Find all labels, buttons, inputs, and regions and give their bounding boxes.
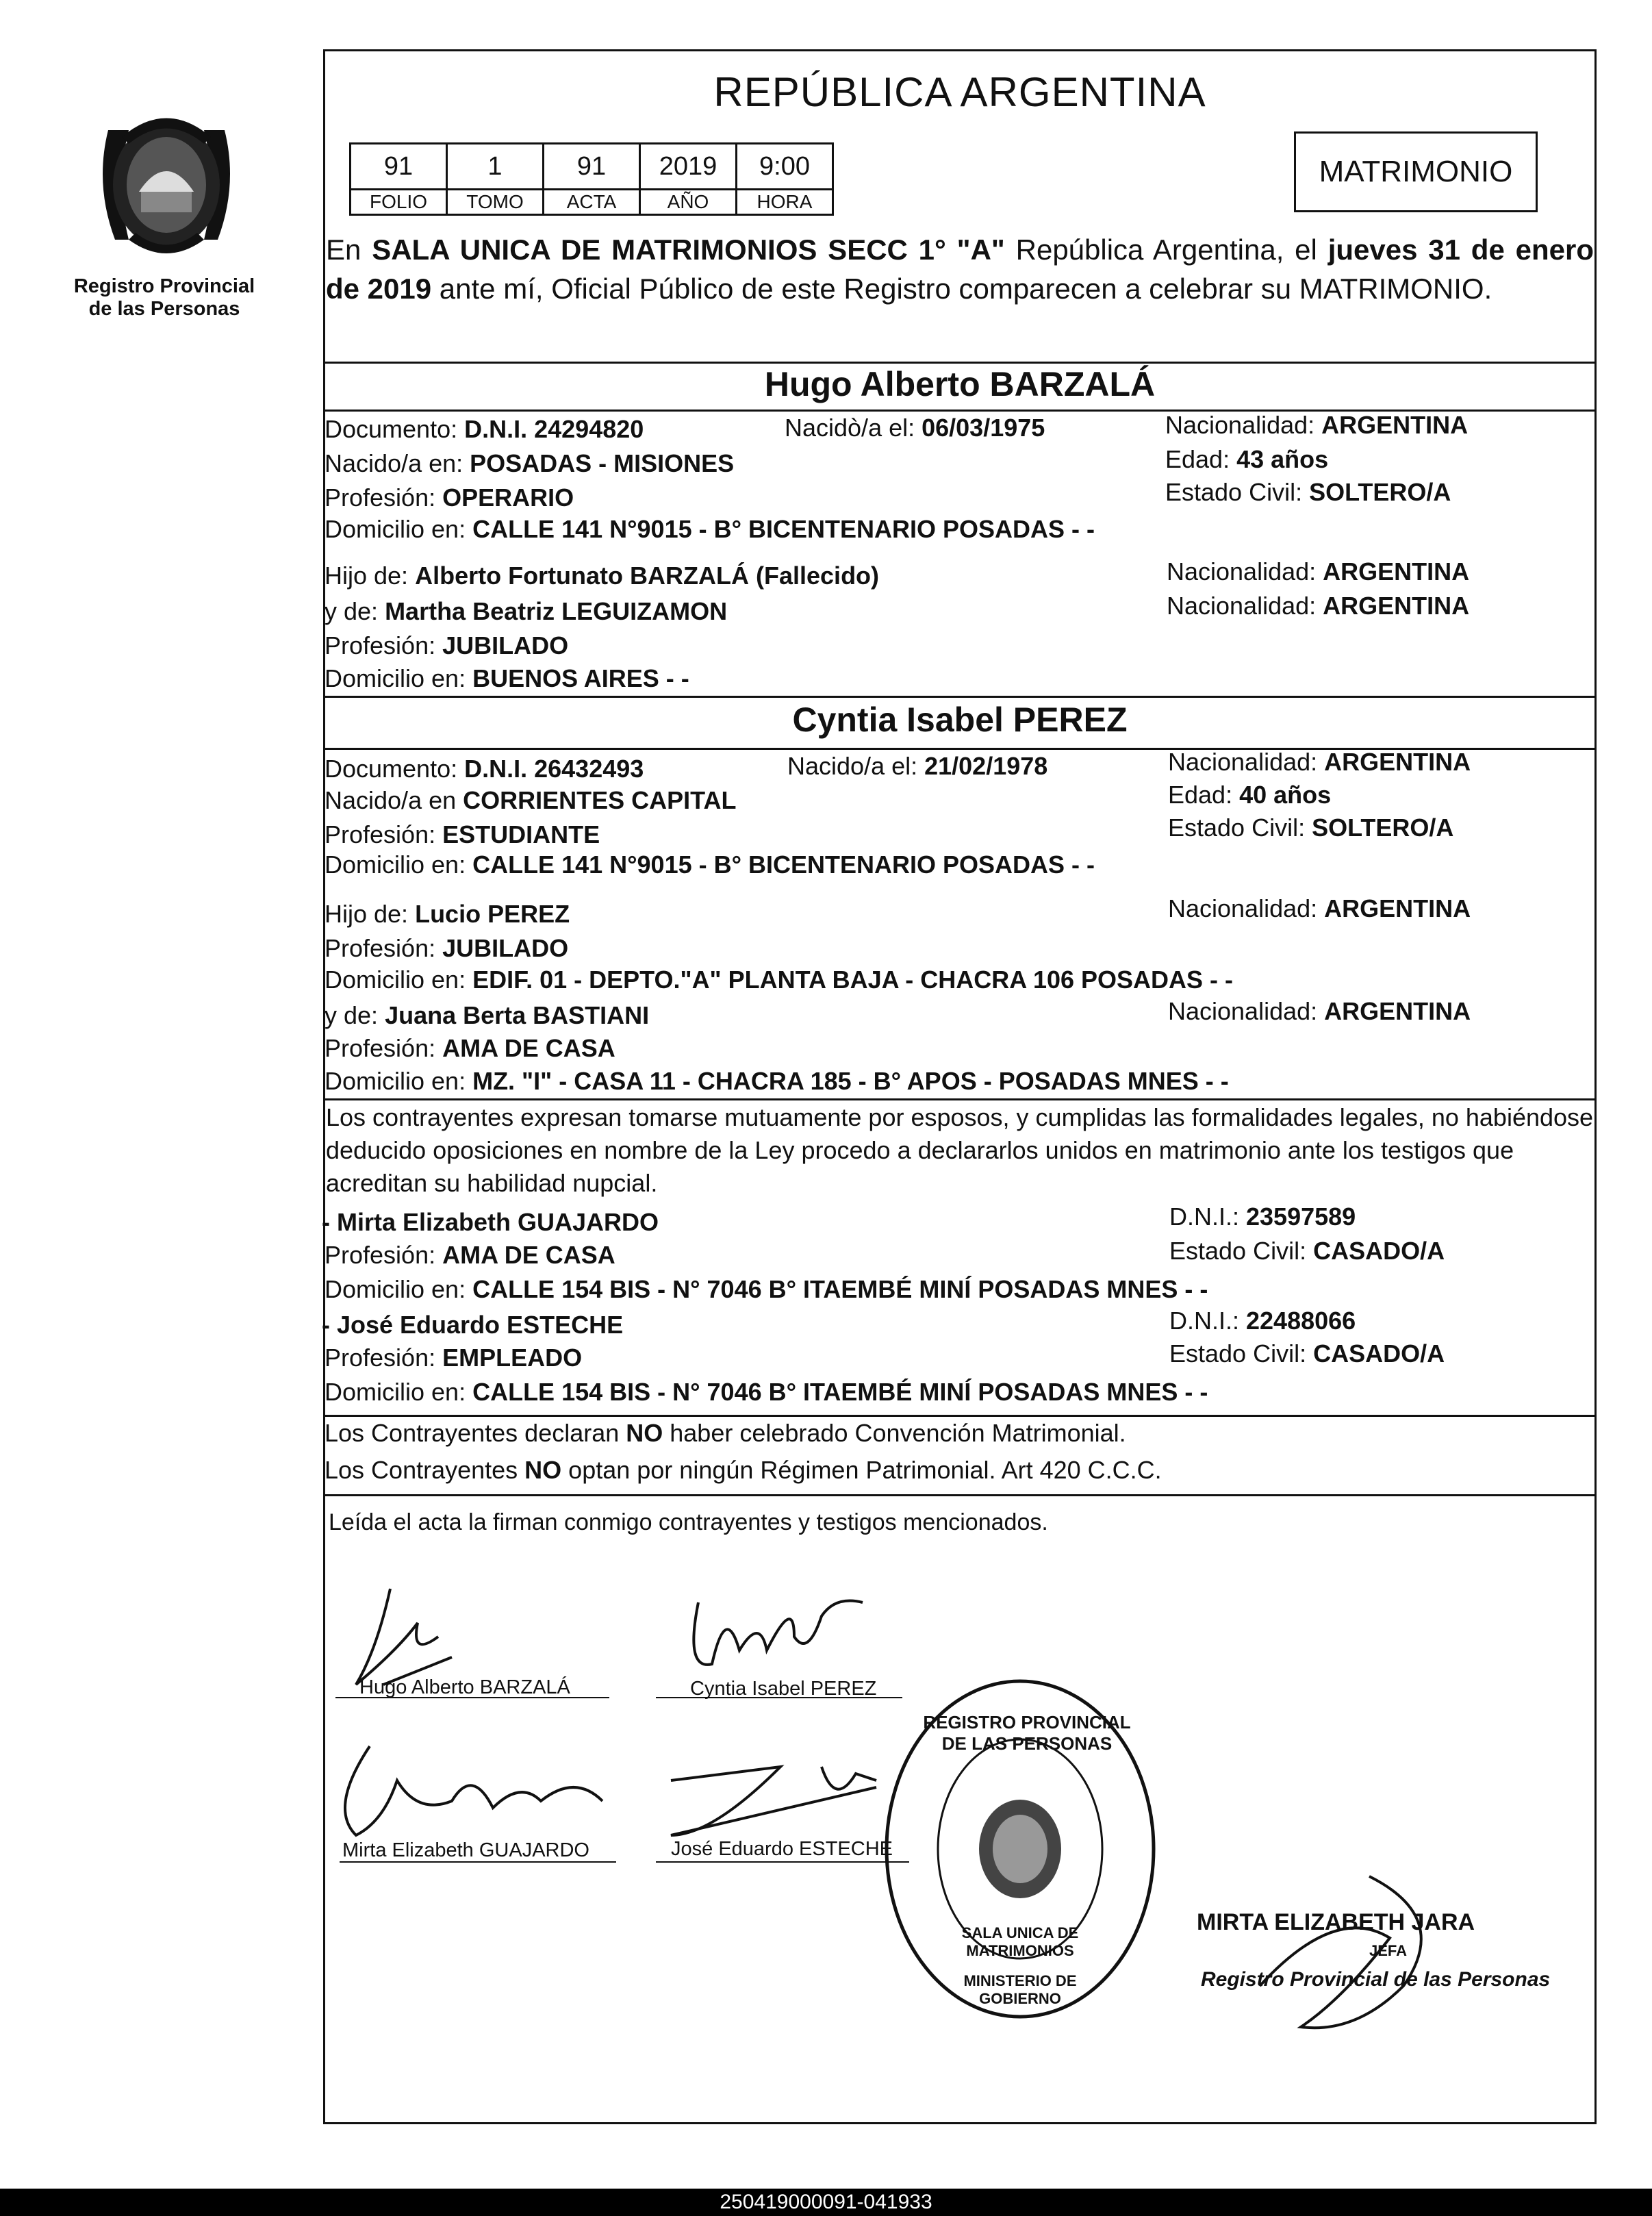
record-metadata-table <box>349 142 834 216</box>
value: SOLTERO/A <box>1309 478 1451 506</box>
label: Domicilio en: <box>325 851 473 879</box>
value: 23597589 <box>1246 1203 1356 1231</box>
value: Lucio PEREZ <box>415 900 570 928</box>
label: Domicilio en: <box>325 515 473 543</box>
spouse2-birthdate <box>787 752 1047 781</box>
label: Estado Civil: <box>1169 1237 1314 1265</box>
registry-caption-line1: Registro Provincial <box>73 275 255 297</box>
divider <box>323 362 1597 364</box>
spouse2-age <box>1168 781 1331 809</box>
value: AMA DE CASA <box>442 1034 615 1062</box>
value: CASADO/A <box>1313 1237 1445 1265</box>
intro-text-1: En <box>326 234 372 266</box>
spouse2-nationality <box>1168 748 1471 777</box>
value: SOLTERO/A <box>1312 814 1454 842</box>
value: Juana Berta BASTIANI <box>385 1001 650 1029</box>
value: EDIF. 01 - DEPTO."A" PLANTA BAJA - CHACRA 106 POSADAS - - <box>472 966 1234 994</box>
spouse2-mother-address <box>325 1067 1229 1096</box>
label: Nacido/a en <box>325 786 463 814</box>
text-bold: NO <box>626 1419 663 1447</box>
declaration-paragraph: Los contrayentes expresan tomarse mutuamente por esposos, y cumplidas las formalidades legales, no habiéndose deducido oposiciones en nombre de la Ley procedo a declararlos unidos en matrimonio ante los testigos que acreditan su habilidad nupcial. <box>326 1103 1594 1197</box>
witness1-name <box>322 1208 659 1237</box>
value: CALLE 154 BIS - N° 7046 B° ITAEMBÉ MINÍ POSADAS MNES - - <box>472 1275 1208 1303</box>
label: Documento: <box>325 755 465 783</box>
spouse2-father-profession <box>325 934 568 963</box>
official-signature-icon <box>1232 1863 1479 2068</box>
label: Profesión: <box>325 1034 443 1062</box>
witness2-profession <box>325 1344 582 1372</box>
value: CASADO/A <box>1313 1339 1445 1368</box>
witness1-civil-status <box>1169 1237 1445 1266</box>
label: y de: <box>325 1001 385 1029</box>
intro-text-3: ante mí, Oficial Público de este Registro comparecen a celebrar su MATRIMONIO. <box>431 273 1492 305</box>
act-type-box: MATRIMONIO <box>1294 131 1538 212</box>
label: Nacionalidad: <box>1168 748 1325 776</box>
spouse1-address <box>325 515 1095 544</box>
label: Nacionalidad: <box>1168 997 1325 1025</box>
spouse2-name: Cyntia Isabel PEREZ <box>792 701 1128 739</box>
value: Martha Beatriz LEGUIZAMON <box>385 597 728 625</box>
seal-bottom-text: MINISTERIO DE GOBIERNO <box>963 1972 1077 2007</box>
value: ARGENTINA <box>1321 411 1469 439</box>
witness1-profession <box>325 1241 615 1270</box>
value: 06/03/1975 <box>922 414 1045 442</box>
label: y de: <box>325 597 385 625</box>
witness1-dni <box>1169 1203 1356 1231</box>
value: ARGENTINA <box>1324 997 1471 1025</box>
label: Hijo de: <box>325 900 416 928</box>
provincial-coat-of-arms-icon <box>81 103 252 267</box>
spouse1-name: Hugo Alberto BARZALÁ <box>764 365 1156 403</box>
value: 22488066 <box>1246 1307 1356 1335</box>
signature-line <box>656 1861 909 1863</box>
spouse2-father <box>325 900 570 929</box>
registry-logo <box>81 103 252 267</box>
label: Nacionalidad: <box>1168 894 1325 922</box>
label: Domicilio en: <box>325 664 473 692</box>
label: Estado Civil: <box>1168 814 1312 842</box>
registry-caption-line2: de las Personas <box>88 298 240 320</box>
witness2-address <box>325 1378 1208 1407</box>
witness2-name <box>322 1311 623 1339</box>
spouse1-father-nationality <box>1167 557 1469 586</box>
official-seal <box>876 1671 1164 2027</box>
value: MZ. "I" - CASA 11 - CHACRA 185 - B° APOS - POSADAS MNES - - <box>472 1067 1229 1095</box>
seal-outer-text: REGISTRO PROVINCIAL DE LAS PERSONAS <box>923 1712 1131 1754</box>
spouse1-age <box>1165 445 1328 474</box>
intro-paragraph <box>323 230 1597 308</box>
year-value: 2019 <box>640 144 737 190</box>
label: Domicilio en: <box>325 966 473 994</box>
spouse2-profession <box>325 820 600 849</box>
label: Hijo de: <box>325 562 416 590</box>
acta-value: 91 <box>544 144 640 190</box>
closing-statement: Leída el acta la firman conmigo contrayentes y testigos mencionados. <box>329 1509 1048 1535</box>
scan-footer-id: 250419000091-041933 <box>0 2189 1652 2216</box>
spouse2-birthplace <box>325 786 736 815</box>
regime-statement <box>325 1456 1162 1485</box>
registry-caption <box>62 275 267 320</box>
spouse2-civil-status <box>1168 814 1453 842</box>
document-title: REPÚBLICA ARGENTINA <box>713 69 1206 115</box>
hour-value: 9:00 <box>737 144 833 190</box>
spouse1-birthdate <box>785 414 1045 442</box>
ceremony-date: jueves 31 de enero de 2019 <box>326 234 1594 305</box>
witness1-address <box>325 1275 1208 1304</box>
value: JUBILADO <box>442 934 569 962</box>
value: AMA DE CASA <box>442 1241 615 1269</box>
divider <box>323 1098 1597 1100</box>
divider <box>323 696 1597 698</box>
ceremony-place: SALA UNICA DE MATRIMONIOS SECC 1° "A" <box>372 234 1005 266</box>
spouse2-mother <box>325 1001 649 1030</box>
text: haber celebrado Convención Matrimonial. <box>663 1419 1126 1447</box>
convention-statement <box>325 1419 1126 1448</box>
spouse1-nationality <box>1165 411 1468 440</box>
label: Profesión: <box>325 631 443 659</box>
label: Domicilio en: <box>325 1378 473 1406</box>
spouse1-document <box>325 415 644 444</box>
spouse1-parent-address <box>325 664 689 693</box>
label: Domicilio en: <box>325 1275 473 1303</box>
value: EMPLEADO <box>442 1344 583 1372</box>
spouse1-profession <box>325 483 574 512</box>
spouse2-mother-profession <box>325 1034 615 1063</box>
folio-label: FOLIO <box>351 190 447 215</box>
label: D.N.I.: <box>1169 1203 1247 1231</box>
value: 40 años <box>1239 781 1332 809</box>
spouse2-father-address <box>325 966 1233 994</box>
spouse1-mother-nationality <box>1167 592 1469 620</box>
value: ARGENTINA <box>1324 894 1471 922</box>
value: D.N.I. 24294820 <box>464 415 644 443</box>
label: Edad: <box>1168 781 1240 809</box>
divider <box>323 1494 1597 1496</box>
value: CORRIENTES CAPITAL <box>463 786 737 814</box>
value: ARGENTINA <box>1323 557 1470 586</box>
signature-label-witness1: Mirta Elizabeth GUAJARDO <box>342 1839 589 1861</box>
label: Documento: <box>325 415 465 443</box>
label: Nacionalidad: <box>1167 592 1323 620</box>
spouse2-address <box>325 851 1095 879</box>
value: 21/02/1978 <box>924 752 1048 780</box>
divider <box>323 1415 1597 1417</box>
value: CALLE 141 N°9015 - B° BICENTENARIO POSADAS - - <box>472 851 1095 879</box>
spouse2-father-nationality <box>1168 894 1471 923</box>
seal-inner-text: SALA UNICA DE MATRIMONIOS <box>961 1924 1079 1959</box>
label: Estado Civil: <box>1165 478 1310 506</box>
tomo-value: 1 <box>447 144 544 190</box>
spouse1-civil-status <box>1165 478 1451 507</box>
text: Los Contrayentes <box>325 1456 525 1484</box>
value: BUENOS AIRES - - <box>472 664 689 692</box>
label: Nacidò/a el: <box>785 414 922 442</box>
official-name: MIRTA ELIZABETH JARA <box>1197 1909 1475 1935</box>
acta-label: ACTA <box>544 190 640 215</box>
official-title: JEFA <box>1369 1942 1408 1959</box>
spouse1-parent-profession <box>325 631 568 660</box>
witness2-civil-status <box>1169 1339 1445 1368</box>
value: ARGENTINA <box>1324 748 1471 776</box>
value: Alberto Fortunato BARZALÁ (Fallecido) <box>415 562 880 590</box>
value: ESTUDIANTE <box>442 820 600 848</box>
label: Profesión: <box>325 483 443 512</box>
value: OPERARIO <box>442 483 574 512</box>
tomo-label: TOMO <box>447 190 544 215</box>
witness2-dni <box>1169 1307 1356 1335</box>
label: Estado Civil: <box>1169 1339 1314 1368</box>
spouse1-birthplace <box>325 449 734 478</box>
spouse2-mother-nationality <box>1168 997 1471 1026</box>
value: - Mirta Elizabeth GUAJARDO <box>322 1208 659 1236</box>
label: D.N.I.: <box>1169 1307 1247 1335</box>
official-office: Registro Provincial de las Personas <box>1201 1968 1551 1991</box>
folio-value: 91 <box>351 144 447 190</box>
value: JUBILADO <box>442 631 569 659</box>
text: optan por ningún Régimen Patrimonial. Art 420 C.C.C. <box>561 1456 1162 1484</box>
intro-text-2: República Argentina, el <box>1004 234 1328 266</box>
label: Profesión: <box>325 1241 443 1269</box>
spouse1-mother <box>325 597 727 626</box>
label: Nacionalidad: <box>1167 557 1323 586</box>
label: Edad: <box>1165 445 1237 473</box>
year-label: AÑO <box>640 190 737 215</box>
value: CALLE 141 N°9015 - B° BICENTENARIO POSADAS - - <box>472 515 1095 543</box>
hour-label: HORA <box>737 190 833 215</box>
value: POSADAS - MISIONES <box>470 449 735 477</box>
spouse2-document <box>325 755 644 783</box>
label: Nacido/a en: <box>325 449 470 477</box>
label: Profesión: <box>325 820 443 848</box>
signature-label-witness2: José Eduardo ESTECHE <box>671 1838 893 1860</box>
label: Profesión: <box>325 934 443 962</box>
signature-label-spouse1: Hugo Alberto BARZALÁ <box>359 1676 570 1698</box>
value: 43 años <box>1236 445 1329 473</box>
signature-label-spouse2: Cyntia Isabel PEREZ <box>690 1678 877 1700</box>
value: - José Eduardo ESTECHE <box>322 1311 624 1339</box>
label: Nacionalidad: <box>1165 411 1322 439</box>
label: Domicilio en: <box>325 1067 473 1095</box>
value: D.N.I. 26432493 <box>464 755 644 783</box>
value: ARGENTINA <box>1323 592 1470 620</box>
text: Los Contrayentes declaran <box>325 1419 626 1447</box>
text-bold: NO <box>524 1456 562 1484</box>
label: Nacido/a el: <box>787 752 925 780</box>
label: Profesión: <box>325 1344 443 1372</box>
value: CALLE 154 BIS - N° 7046 B° ITAEMBÉ MINÍ POSADAS MNES - - <box>472 1378 1208 1406</box>
spouse1-father <box>325 562 879 590</box>
